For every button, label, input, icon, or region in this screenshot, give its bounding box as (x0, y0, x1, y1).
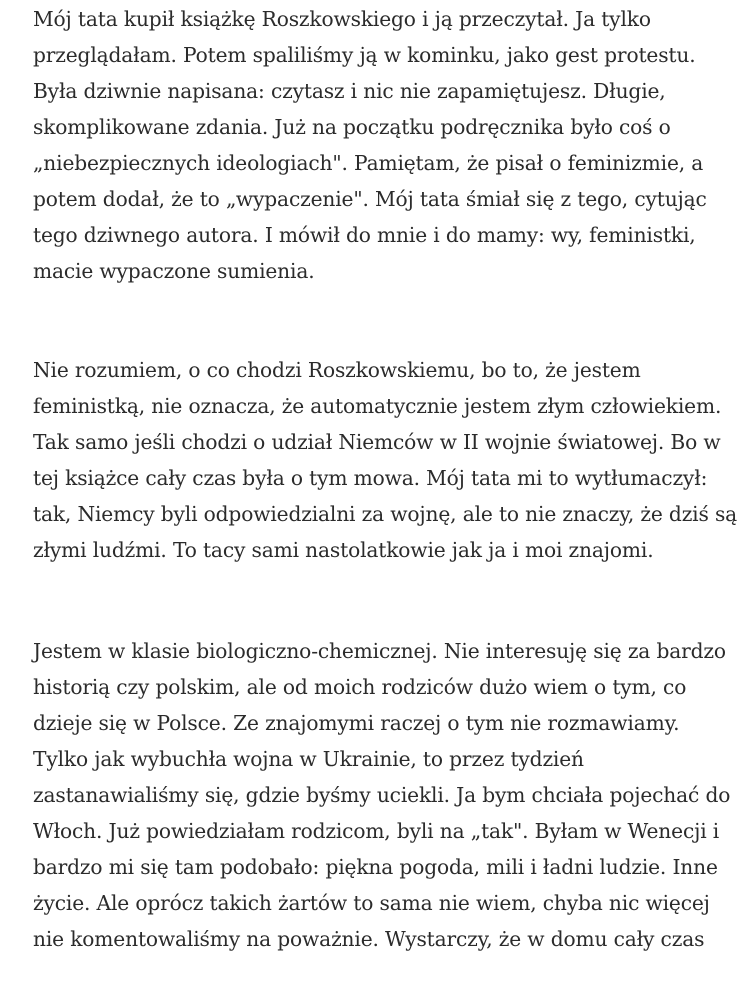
text-line: Tak samo jeśli chodzi o udział Niemców w II wojnie światowej. Bo w (33, 430, 721, 454)
text-line: tego dziwnego autora. I mówił do mnie i do mamy: wy, feministki, (33, 223, 696, 247)
text-line: tej książce cały czas była o tym mowa. Mój tata mi to wytłumaczył: (33, 466, 708, 490)
text-line: Jestem w klasie biologiczno-chemicznej. Nie interesuję się za bardzo (33, 639, 726, 663)
text-line: skomplikowane zdania. Już na początku podręcznika było coś o (33, 115, 671, 139)
text-line: Nie rozumiem, o co chodzi Roszkowskiemu, bo to, że jestem (33, 358, 641, 382)
text-line: dzieje się w Polsce. Ze znajomymi raczej o tym nie rozmawiamy. (33, 711, 680, 735)
text-line: Włoch. Już powiedziałam rodzicom, byli na „tak". Byłam w Wenecji i (33, 819, 720, 843)
text-line: feministką, nie oznacza, że automatycznie jestem złym człowiekiem. (33, 394, 722, 418)
text-line: nie komentowaliśmy na poważnie. Wystarczy, że w domu cały czas (33, 927, 705, 951)
text-line: potem dodał, że to „wypaczenie". Mój tata śmiał się z tego, cytując (33, 187, 707, 211)
text-line: „niebezpiecznych ideologiach". Pamiętam, że pisał o feminizmie, a (33, 151, 704, 175)
text-line: Mój tata kupił książkę Roszkowskiego i ją przeczytał. Ja tylko (33, 7, 651, 31)
text-line: życie. Ale oprócz takich żartów to sama nie wiem, chyba nic więcej (33, 891, 710, 915)
text-line: Była dziwnie napisana: czytasz i nic nie zapamiętujesz. Długie, (33, 79, 666, 103)
text-line: złymi ludźmi. To tacy sami nastolatkowie jak ja i moi znajomi. (33, 538, 654, 562)
text-line: przeglądałam. Potem spaliliśmy ją w kominku, jako gest protestu. (33, 43, 696, 67)
text-line: zastanawialiśmy się, gdzie byśmy uciekli. Ja bym chciała pojechać do (33, 783, 731, 807)
text-line: historią czy polskim, ale od moich rodziców dużo wiem o tym, co (33, 675, 687, 699)
text-line: bardzo mi się tam podobało: piękna pogoda, mili i ładni ludzie. Inne (33, 855, 718, 879)
text-line: tak, Niemcy byli odpowiedzialni za wojnę, ale to nie znaczy, że dziś są (33, 502, 738, 526)
text-line: Tylko jak wybuchła wojna w Ukrainie, to przez tydzień (33, 747, 584, 771)
text-line: macie wypaczone sumienia. (33, 259, 315, 283)
